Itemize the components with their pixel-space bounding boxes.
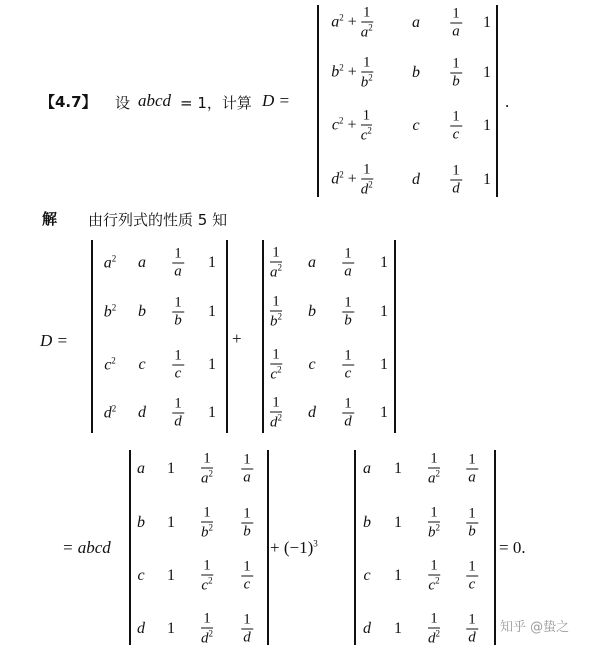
fraction-numerator: 1 xyxy=(430,610,438,627)
fraction-denominator: $b^2$ xyxy=(428,522,440,541)
fraction-numerator: 1 xyxy=(344,294,352,311)
fraction-numerator: 1 xyxy=(452,5,460,22)
eq2-middle-base: + (−1) xyxy=(270,538,314,557)
watermark: 知乎 @蛰之 xyxy=(500,620,570,635)
fraction-denominator: $a^2$ xyxy=(270,262,282,281)
cell-content: b xyxy=(412,64,420,81)
exponent: 2 xyxy=(208,628,213,639)
cell-content: 1 xyxy=(167,620,175,637)
exponent: 2 xyxy=(368,22,373,33)
exponent: 2 xyxy=(368,179,373,190)
fraction-numerator: 1 xyxy=(363,161,371,178)
fraction-numerator: 1 xyxy=(363,4,371,21)
fraction-numerator: 1 xyxy=(203,504,211,521)
exponent: 2 xyxy=(435,468,440,479)
fraction-denominator: b xyxy=(452,73,460,90)
cell-content: a xyxy=(137,460,145,477)
fraction-denominator: $d^2$ xyxy=(428,628,440,647)
fraction-denominator: c xyxy=(174,365,182,382)
cell-content xyxy=(428,559,440,594)
fraction-numerator: 1 xyxy=(174,395,182,412)
exponent: 2 xyxy=(435,522,440,533)
cell-content: b xyxy=(308,303,316,320)
cell-content: 1 xyxy=(483,171,491,188)
fraction xyxy=(428,506,440,541)
fraction-numerator: 1 xyxy=(272,244,280,261)
fraction-denominator: $c^2$ xyxy=(201,575,213,594)
exponent: 2 xyxy=(111,355,116,366)
exponent: 2 xyxy=(435,575,440,586)
exponent: 2 xyxy=(111,302,117,313)
exponent: 2 xyxy=(277,262,282,273)
fraction-denominator: b xyxy=(174,312,182,329)
condition-variable: abcd xyxy=(138,91,172,110)
fraction-denominator: $d^2$ xyxy=(360,179,373,198)
exponent: 2 xyxy=(368,72,373,83)
fraction-denominator: $b^2$ xyxy=(201,522,213,541)
fraction xyxy=(466,453,478,486)
cell-content: 1 xyxy=(394,567,402,584)
cell-content: 1 xyxy=(167,567,175,584)
exponent: 2 xyxy=(277,364,282,375)
cell-content: a xyxy=(363,460,371,477)
cell-content xyxy=(466,560,478,593)
cell-content: d xyxy=(412,171,420,188)
fraction-numerator: 1 xyxy=(174,347,182,364)
cell-content: 1 xyxy=(380,404,388,421)
fraction-denominator: d xyxy=(452,180,460,197)
cell-content: d xyxy=(138,404,146,421)
exponent: 2 xyxy=(339,115,344,126)
matrix-cell xyxy=(466,560,478,593)
plus-sign: + xyxy=(343,63,361,81)
exponent: 2 xyxy=(339,12,344,23)
cell-content: d xyxy=(363,620,371,637)
fraction-denominator: c xyxy=(468,576,476,593)
exponent: 2 xyxy=(111,253,117,264)
fraction-denominator: a xyxy=(174,263,182,280)
matrix-cell xyxy=(466,507,478,540)
fraction-denominator: $b^2$ xyxy=(270,311,282,330)
fraction-denominator: d xyxy=(243,629,251,646)
exponent: 2 xyxy=(339,62,344,73)
cell-content xyxy=(428,506,440,541)
fraction-numerator: 1 xyxy=(468,451,476,468)
fraction xyxy=(428,452,440,487)
cell-content: $b^2$ xyxy=(103,302,117,321)
fraction-numerator: 1 xyxy=(203,610,211,627)
fraction-numerator: 1 xyxy=(243,451,251,468)
fraction-denominator: d xyxy=(468,629,476,646)
solution-label: 解 xyxy=(42,210,58,228)
matrix-cell xyxy=(428,506,440,541)
fraction-denominator: $a^2$ xyxy=(428,468,440,487)
cell-content: c xyxy=(138,356,146,373)
cell-content xyxy=(466,453,478,486)
cell-content xyxy=(428,452,440,487)
fraction-denominator: c xyxy=(452,126,460,143)
matrix-cell xyxy=(428,452,440,487)
fraction-numerator: 1 xyxy=(362,107,371,124)
solution-text: 由行列式的性质 5 知 xyxy=(88,211,228,229)
cell-content xyxy=(466,613,478,646)
fraction-numerator: 1 xyxy=(452,108,460,125)
fraction-numerator: 1 xyxy=(430,504,438,521)
fraction-numerator: 1 xyxy=(243,505,251,522)
matrix-cell xyxy=(363,460,371,478)
cell-content: 1 xyxy=(167,514,175,531)
fraction-denominator: b xyxy=(344,312,352,329)
problem-D-label: D = xyxy=(262,91,290,110)
plus-sign: + xyxy=(343,13,361,31)
fraction-denominator: a xyxy=(243,469,251,486)
cell-content: b xyxy=(137,514,145,531)
cell-content: 1 xyxy=(208,404,216,421)
fraction-numerator: 1 xyxy=(174,294,182,311)
cell-content: c xyxy=(137,567,145,584)
fraction-denominator: $a^2$ xyxy=(360,22,373,41)
cell-content: c xyxy=(308,356,316,373)
eq2-right: = 0. xyxy=(499,538,526,557)
fraction-denominator: c xyxy=(243,576,251,593)
cell-content: 1 xyxy=(380,254,388,271)
fraction xyxy=(428,559,440,594)
cell-content xyxy=(466,507,478,540)
matrix-cell xyxy=(363,620,371,638)
plus-sign: + xyxy=(343,170,361,188)
fraction xyxy=(428,612,440,647)
cell-content: 1 xyxy=(208,356,216,373)
cell-content: $d^2$ + $\frac{1}{d^2}$ xyxy=(331,161,373,198)
cell-content: c xyxy=(363,567,371,584)
matrix-cell xyxy=(466,453,478,486)
cell-content: 1 xyxy=(483,117,491,134)
cell-content: b xyxy=(363,514,371,531)
cell-content: b xyxy=(138,303,146,320)
fraction xyxy=(466,613,478,646)
exponent: 2 xyxy=(339,169,344,180)
fraction-denominator: d xyxy=(344,413,352,430)
cell-content: d xyxy=(308,404,316,421)
fraction-numerator: 1 xyxy=(243,558,251,575)
matrix-cell xyxy=(394,620,402,638)
cell-content: c xyxy=(412,117,420,134)
fraction-numerator: 1 xyxy=(344,395,352,412)
fraction-numerator: 1 xyxy=(272,293,280,310)
fraction-numerator: 1 xyxy=(344,245,352,262)
fraction-denominator: $c^2$ xyxy=(360,125,372,144)
exponent: 2 xyxy=(367,125,372,136)
fraction-numerator: 1 xyxy=(344,347,352,364)
condition-equation: = 1，计算 xyxy=(180,94,252,112)
cell-content: 1 xyxy=(394,620,402,637)
fraction-numerator: 1 xyxy=(430,450,438,467)
matrix-cell xyxy=(363,567,370,585)
fraction-denominator: $c^2$ xyxy=(428,575,440,594)
cell-content: 1 xyxy=(483,64,491,81)
cell-content: 1 xyxy=(394,460,402,477)
fraction xyxy=(466,560,478,593)
fraction-denominator: d xyxy=(174,413,182,430)
fraction-denominator: $d^2$ xyxy=(201,628,213,647)
cell-content: $b^2$ + $\frac{1}{b^2}$ xyxy=(331,54,373,91)
fraction-numerator: 1 xyxy=(468,611,476,628)
fraction-numerator: 1 xyxy=(203,450,211,467)
solution-D-label: D = xyxy=(40,331,68,350)
fraction-numerator: 1 xyxy=(468,505,476,522)
cell-content: 1 xyxy=(208,254,216,271)
exponent: 2 xyxy=(208,575,213,586)
cell-content: d xyxy=(137,620,145,637)
fraction-denominator: $c^2$ xyxy=(270,364,282,383)
fraction-denominator: b xyxy=(243,523,251,540)
fraction-numerator: 1 xyxy=(468,558,476,575)
matrix-cell xyxy=(394,460,402,478)
cell-content xyxy=(428,612,440,647)
matrix-cell xyxy=(428,612,440,647)
fraction-denominator: b xyxy=(468,523,476,540)
fraction xyxy=(466,507,478,540)
cell-content: a xyxy=(138,254,146,271)
exponent: 2 xyxy=(435,628,440,639)
cell-content: $a^2$ + $\frac{1}{a^2}$ xyxy=(331,4,373,41)
exponent: 2 xyxy=(277,311,282,322)
eq2-left: = abcd xyxy=(62,538,111,557)
cell-content: $c^2$ + $\frac{1}{c^2}$ xyxy=(331,107,372,144)
cell-content: $c^2$ xyxy=(104,355,116,374)
exponent: 2 xyxy=(111,403,117,414)
problem-text-prefix: 设 xyxy=(115,94,131,112)
plus-sign: + xyxy=(343,116,361,134)
problem-number: 【4.7】 xyxy=(40,93,97,111)
eq2-middle-exponent: 3 xyxy=(313,538,318,549)
fraction-numerator: 1 xyxy=(430,557,438,574)
fraction-denominator: $d^2$ xyxy=(270,412,282,431)
problem-period: . xyxy=(505,92,510,111)
matrix-cell xyxy=(394,514,402,532)
cell-content: 1 xyxy=(380,303,388,320)
cell-content: 1 xyxy=(483,14,491,31)
cell-content: a xyxy=(308,254,316,271)
matrix-cell xyxy=(428,559,440,594)
fraction-numerator: 1 xyxy=(243,611,251,628)
fraction-numerator: 1 xyxy=(203,557,211,574)
matrix-cell xyxy=(363,514,371,532)
fraction-denominator: $b^2$ xyxy=(360,72,373,91)
right-bar xyxy=(494,450,496,645)
exponent: 2 xyxy=(208,468,213,479)
fraction-numerator: 1 xyxy=(363,54,371,71)
matrix-cell xyxy=(466,613,478,646)
matrix-cell xyxy=(394,567,402,585)
fraction-denominator: c xyxy=(344,365,352,382)
cell-content: 1 xyxy=(208,303,216,320)
cell-content: $d^2$ xyxy=(103,403,117,422)
cell-content: 1 xyxy=(167,460,175,477)
cell-content: 1 xyxy=(380,356,388,373)
exponent: 2 xyxy=(277,412,282,423)
fraction-denominator: a xyxy=(468,469,476,486)
fraction-denominator: a xyxy=(452,23,460,40)
plus-sign: + xyxy=(232,329,242,348)
fraction-numerator: 1 xyxy=(272,394,280,411)
cell-content: $a^2$ xyxy=(103,253,117,272)
fraction-numerator: 1 xyxy=(174,245,182,262)
fraction-numerator: 1 xyxy=(272,346,280,363)
fraction-numerator: 1 xyxy=(452,55,460,72)
cell-content: a xyxy=(412,14,420,31)
exponent: 2 xyxy=(208,522,213,533)
fraction-denominator: a xyxy=(344,263,352,280)
fraction-denominator: $a^2$ xyxy=(201,468,213,487)
cell-content: 1 xyxy=(394,514,402,531)
fraction-numerator: 1 xyxy=(452,162,460,179)
left-bar xyxy=(354,450,356,645)
